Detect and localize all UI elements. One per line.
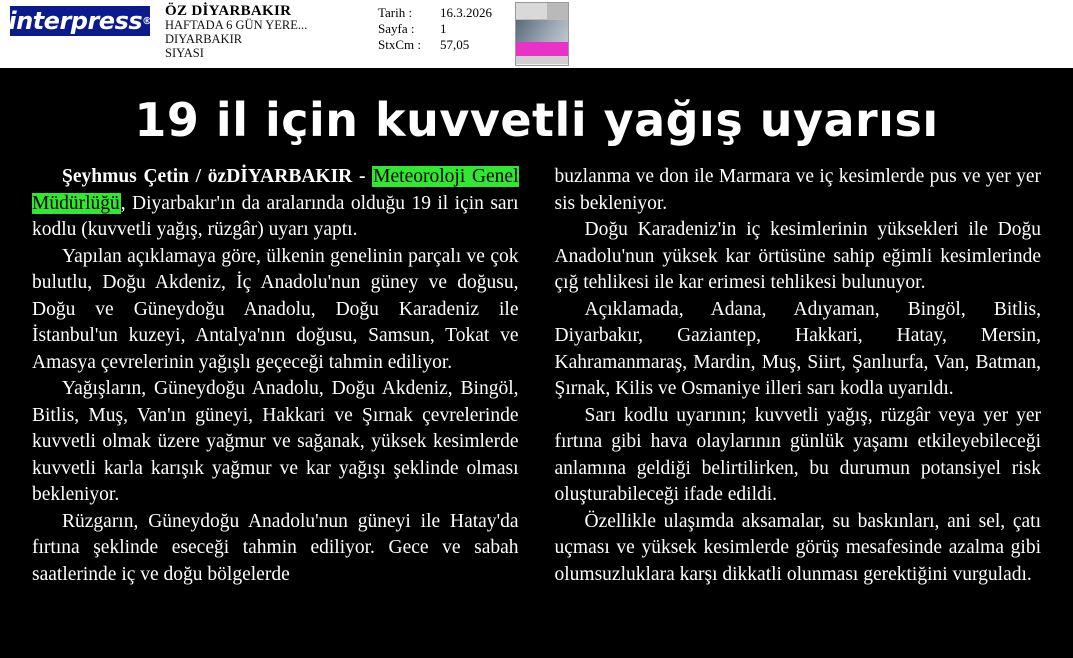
thumbnail-photo <box>516 20 568 42</box>
article-paragraph: Doğu Karadeniz'in iç kesimlerinin yüksekleri ile Doğu Anadolu'nun yüksek kar örtüsüne sahip eğimli kesimlerinde çığ tehlikesi ile kar erimesi tehlikesi bulunuyor. <box>554 219 1041 293</box>
metadata-label-date: Tarih : <box>378 5 413 20</box>
publication-frequency: HAFTADA 6 GÜN YERE... <box>165 18 308 32</box>
publication-city: DIYARBAKIR <box>165 32 243 46</box>
article-column-left <box>32 164 519 588</box>
clipping-metadata <box>378 5 492 53</box>
thumbnail-masthead <box>516 3 568 20</box>
interpress-logo <box>10 6 150 36</box>
logo-registered-mark: ® <box>142 15 152 27</box>
metadata-value-stxcm: 57,05 <box>440 37 470 52</box>
article-body <box>0 70 1073 658</box>
article-paragraph: Sarı kodlu uyarının; kuvvetli yağış, rüzgâr veya yer yer fırtına gibi hava olaylarının günlük yaşamı etkileyebileceği anlamına geldiği belirtilirken, bu durumun potansiyel risk oluşturabileceği ifade edildi. <box>554 404 1041 505</box>
article-paragraph: Özellikle ulaşımda aksamalar, su baskınları, ani sel, çatı uçması ve yüksek kesimlerde görüş mesafesinde azalma gibi olumsuzluklara karşı dikkatli olunması gerektiğini vurguladı. <box>554 510 1041 585</box>
publication-type: SIYASI <box>165 46 204 60</box>
article-lead-rest: , Diyarbakır'ın da aralarında olduğu 19 il için sarı kodlu (kuvvetli yağış, rüzgâr) uyarı yaptı. <box>32 192 519 240</box>
article-byline: Şeyhmus Çetin / özDİYARBAKIR - <box>62 166 373 187</box>
article-headline: 19 il için kuvvetli yağış uyarısı <box>134 93 939 147</box>
article-paragraph: Yağışların, Güneydoğu Anadolu, Doğu Akdeniz, Bingöl, Bitlis, Muş, Van'ın güneyi, Hakkari ve Şırnak çevrelerinde kuvvetli olmak üzere yağmur ve sağanak, yüksek kesimlerde kuvvetli karla karışık yağmur ve kar yağışı şeklinde olması bekleniyor. <box>32 378 519 505</box>
article-columns <box>18 164 1055 588</box>
metadata-value-page: 1 <box>440 21 447 36</box>
clipping-header <box>0 0 1073 70</box>
metadata-label-stxcm: StxCm : <box>378 37 421 52</box>
metadata-row-stxcm <box>378 37 492 53</box>
article-paragraph: Rüzgarın, Güneydoğu Anadolu'nun güneyi ile Hatay'da fırtına şeklinde eseceği tahmin ediliyor. Gece ve sabah saatlerinde iç ve doğu bölgelerde <box>32 510 519 585</box>
article-paragraph-lead <box>32 164 519 244</box>
metadata-value-date: 16.3.2026 <box>440 5 492 20</box>
article-column-right <box>555 164 1042 588</box>
metadata-row-page <box>378 21 492 37</box>
thumbnail-footer <box>516 56 568 64</box>
logo-text: interpress <box>8 7 143 35</box>
article-paragraph: Yapılan açıklamaya göre, ülkenin genelinin parçalı ve çok bulutlu, Doğu Akdeniz, İç Anadolu'nun güney ve doğusu, Doğu ve Güneydoğu Anadolu, Doğu Karadeniz ile İstanbul'un kuzeyi, Antalya'nın doğusu, Samsun, Tokat ve Amasya çevrelerinin yağışlı geçeceği tahmin ediliyor. <box>32 245 519 373</box>
publication-name: ÖZ DİYARBAKIR <box>165 3 292 19</box>
metadata-label-page: Sayfa : <box>378 21 415 36</box>
article-paragraph-continued: buzlanma ve don ile Marmara ve iç kesimlerde pus ve yer yer sis bekleniyor. <box>554 166 1041 214</box>
thumbnail-color-block <box>516 42 568 56</box>
publication-info <box>165 4 307 60</box>
page-thumbnail[interactable] <box>515 2 569 66</box>
article-paragraph: Açıklamada, Adana, Adıyaman, Bingöl, Bitlis, Diyarbakır, Gaziantep, Hakkari, Hatay, Mersin, Kahramanmaraş, Mardin, Muş, Siirt, Şanlıurfa, Van, Batman, Şırnak, Kilis ve Osmaniye illeri sarı kodla uyarıldı. <box>554 298 1041 399</box>
metadata-row-date <box>378 5 492 21</box>
highlighted-phrase: Meteoroloji Genel Müdürlüğü <box>32 166 519 214</box>
